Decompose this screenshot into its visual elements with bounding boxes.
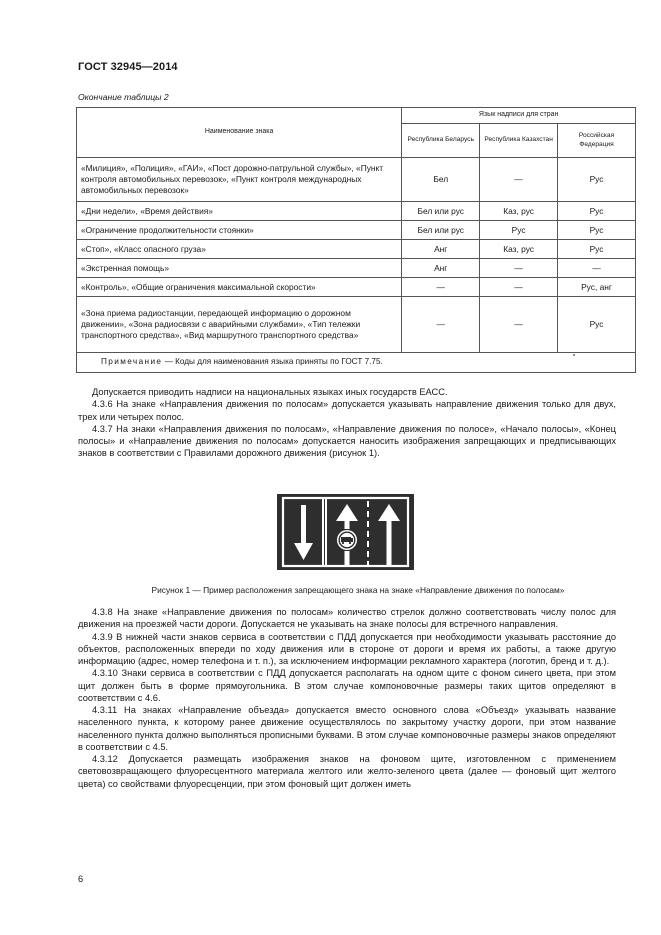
cell-lang-by: — [402, 297, 480, 353]
paragraph: 4.3.7 На знаки «Направления движения по полосам», «Направление движения по полосе», «Начало полосы», «Конец полосы» и «Направление движения по полосам» допускается наносить изображения запрещающих и предписывающих знаков в соответствии с Правилами дорожного движения (рисунок 1). [78, 423, 616, 459]
paragraph: 4.3.11 На знаках «Направление объезда» допускается вместо основного слова «Объезд» указывать название населенного пункта, к которому ранее движение осуществлялось по закрытому участку дороги, при этом название населенного пункта должно выполняться прописными буквами. В этом случае компоновочные размеры знаков определяют в соответствии с 4.5. [78, 705, 616, 752]
col-header-lang-group: Язык надписи для стран [402, 108, 636, 124]
cell-sign-name: «Ограничение продолжительности стоянки» [77, 221, 402, 240]
table-row [77, 297, 636, 353]
table-note [77, 353, 636, 373]
paragraph: Допускается приводить надписи на национальных языках иных государств ЕАСС. [92, 387, 448, 397]
text-block-top [78, 386, 616, 460]
note-label: Примечание [101, 357, 163, 366]
cell-lang-by: — [402, 278, 480, 297]
cell-sign-name: «Контроль», «Общие ограничения максимальной скорости» [77, 278, 402, 297]
lane-sign-illustration [278, 495, 413, 569]
table-row [77, 278, 636, 297]
cell-lang-by: Анг [402, 240, 480, 259]
table-row [77, 259, 636, 278]
figure-caption: Рисунок 1 — Пример расположения запрещающего знака на знаке «Направление движения по полосам» [151, 585, 565, 595]
table-row [77, 202, 636, 221]
cell-lang-by: Бел или рус [402, 221, 480, 240]
cell-lang-by: Бел [402, 158, 480, 202]
lane-direction-sign-figure [277, 494, 414, 570]
col-header-country: Российская Федерация [558, 124, 636, 158]
col-header-country: Республика Казахстан [480, 124, 558, 158]
table-caption: Окончание таблицы 2 [78, 92, 169, 102]
cell-lang-kz: Каз, рус [480, 202, 558, 221]
cell-lang-kz: Каз, рус [480, 240, 558, 259]
cell-lang-kz: — [480, 259, 558, 278]
cell-sign-name: «Экстренная помощь» [77, 259, 402, 278]
col-header-sign-name: Наименование знака [77, 108, 402, 158]
paragraph: 4.3.6 На знаке «Направления движения по полосам» допускается указывать направление движения только для двух, трех или четырех полос. [78, 399, 616, 422]
cell-lang-ru: Рус [558, 202, 636, 221]
cell-lang-kz: — [480, 278, 558, 297]
cell-sign-name: «Зона приема радиостанции, передающей информацию о дорожном движении», «Зона радиосвязи с аварийными службами», «Тип тележки транспортного средства», «Вид маршрутного транспортного средства» [77, 297, 402, 353]
cell-lang-kz: — [480, 297, 558, 353]
cell-sign-name: «Дни недели», «Время действия» [77, 202, 402, 221]
table-row [77, 221, 636, 240]
paragraph: 4.3.9 В нижней части знаков сервиса в соответствии с ПДД допускается при необходимости указывать расстояние до объектов, расположенных впереди по ходу движения или в стороне от дороги и время их работы, а также другую информацию (адрес, номер телефона и т. п.), за исключением информации рекламного характера (логотип, бренд и т. д.). [78, 631, 616, 667]
text-block-bottom [78, 606, 616, 790]
document-header: ГОСТ 32945—2014 [78, 61, 178, 73]
table-row [77, 240, 636, 259]
paragraph: 4.3.8 На знаке «Направление движения по полосам» количество стрелок должно соответствовать числу полос для движения на проезжей части дороги. Допускается не указывать на знаке полосы для встречного направления. [78, 607, 616, 630]
page-number: 6 [78, 874, 84, 884]
cell-lang-kz: — [480, 158, 558, 202]
cell-lang-kz: Рус [480, 221, 558, 240]
cell-sign-name: «Милиция», «Полиция», «ГАИ», «Пост дорожно-патрульной службы», «Пункт контроля автомобильных перевозок», «Пункт контроля международных автомобильных перевозок» [77, 158, 402, 202]
language-table [76, 107, 636, 373]
cell-lang-ru: Рус [558, 158, 636, 202]
cell-lang-ru: — [558, 259, 636, 278]
cell-lang-ru: Рус [558, 297, 636, 353]
cell-lang-by: Анг [402, 259, 480, 278]
scan-speck [573, 354, 575, 356]
table-note-row [77, 353, 636, 373]
cell-sign-name: «Стоп», «Класс опасного груза» [77, 240, 402, 259]
cell-lang-by: Бел или рус [402, 202, 480, 221]
paragraph: 4.3.12 Допускается размещать изображения знаков на фоновом щите, изготовленном с применением световозвращающего флуоресцентного материала желтого или желто-зеленого цвета (далее — фоновый щит желтого цвета) со свойствами флуоресценции, при этом фоновый щит должен иметь [78, 754, 616, 789]
col-header-country: Республика Беларусь [402, 124, 480, 158]
table-row [77, 158, 636, 202]
note-text: — Коды для наименования языка приняты по ГОСТ 7.75. [162, 357, 383, 366]
cell-lang-ru: Рус, анг [558, 278, 636, 297]
cell-lang-ru: Рус [558, 221, 636, 240]
cell-lang-ru: Рус [558, 240, 636, 259]
paragraph: 4.3.10 Знаки сервиса в соответствии с ПДД допускается располагать на одном щите с фоном синего цвета, при этом щит должен быть в форме прямоугольника. В этом случае компоновочные размеры таких щитов определяют в соответствии с 4.6. [78, 668, 616, 703]
